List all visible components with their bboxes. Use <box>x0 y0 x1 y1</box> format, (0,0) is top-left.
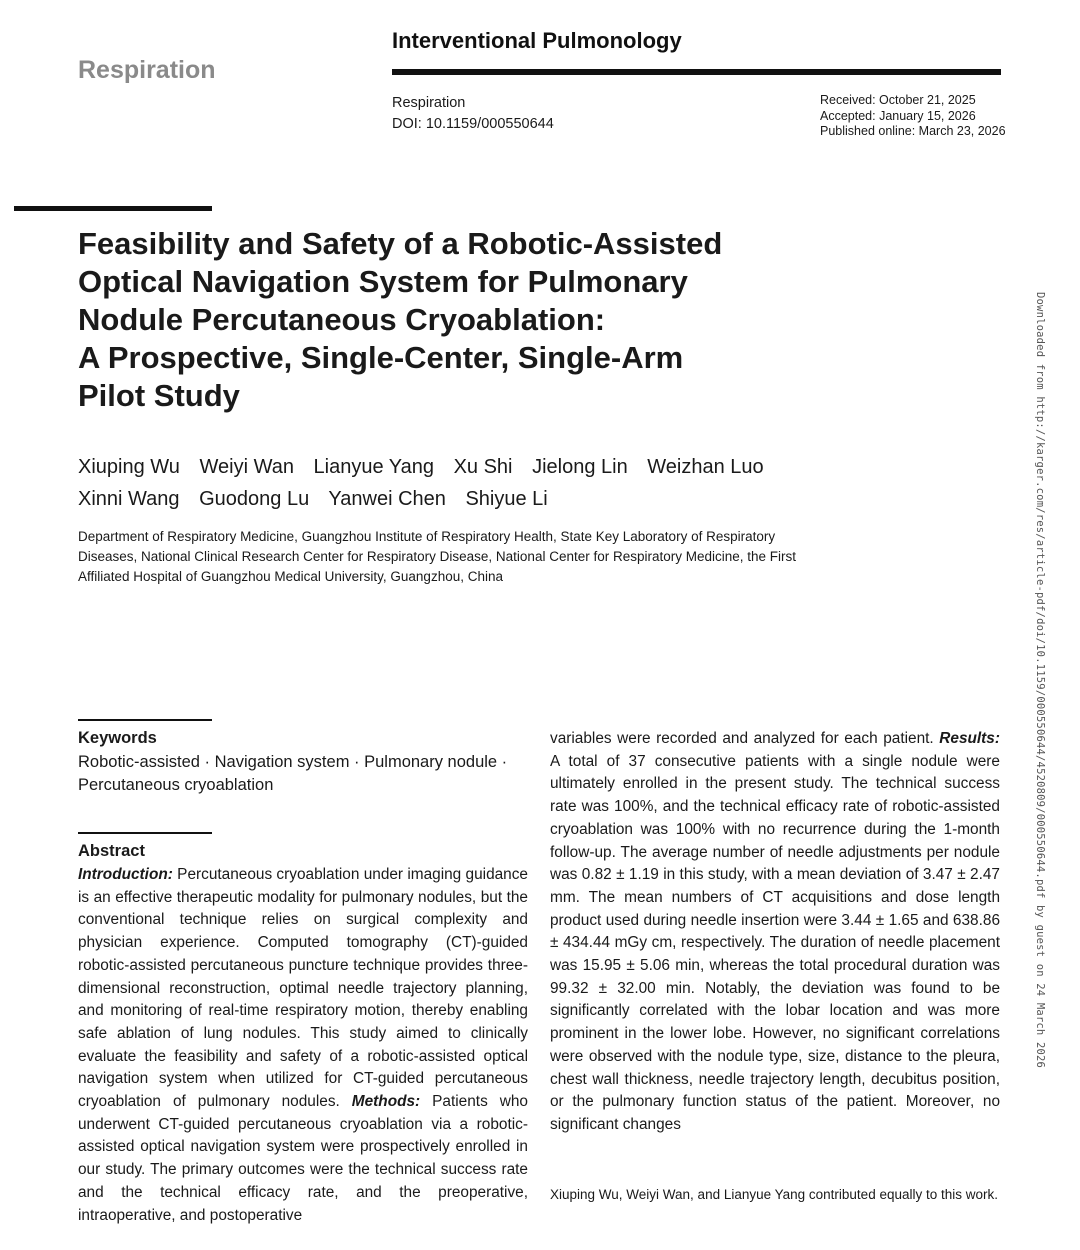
abstract-right-column <box>550 728 1000 1137</box>
author[interactable]: Weizhan Luo <box>647 456 764 478</box>
author[interactable]: Guodong Lu <box>199 488 310 510</box>
accepted-date: Accepted: January 15, 2026 <box>820 108 976 123</box>
author-line <box>78 483 838 515</box>
article-title <box>78 225 798 415</box>
author[interactable]: Jielong Lin <box>532 456 628 478</box>
abstract-rule <box>78 832 212 834</box>
publication-dates <box>820 93 1006 140</box>
section-heading: Interventional Pulmonology <box>392 28 682 53</box>
author[interactable]: Xinni Wang <box>78 488 180 510</box>
title-line: Nodule Percutaneous Cryoablation: <box>78 302 606 337</box>
results-text: A total of 37 consecutive patients with a single nodule were ultimately enrolled in the present study. The technical success rate was 100%, and the technical efficacy rate of robotic-assisted cryoablation was 100% with no recurrence during the 1-month follow-up. The average number of needle adjustments per nodule was 0.82 ± 1.19 in this study, with a mean deviation of 3.47 ± 2.47 mm. The mean numbers of CT acquisitions and dose length product used during needle insertion were 3.44 ± 1.65 and 638.86 ± 434.44 mGy cm, respectively. The duration of needle placement was 15.95 ± 5.06 min, whereas the total procedural duration was 99.32 ± 32.00 min. Notably, the deviation was found to be significantly correlated with the lobar location and was more prominent in the lower lobe. However, no significant correlations were observed with the nodule type, size, distance to the pleura, chest wall thickness, needle trajectory length, decubitus position, or the pulmonary function status of the patient. Moreover, no significant changes <box>550 752 1000 1133</box>
title-rule <box>14 206 212 211</box>
keywords-text: Robotic-assisted · Navigation system · Pulmonary nodule · Percutaneous cryoablation <box>78 753 508 794</box>
keywords-heading: Keywords <box>78 729 157 747</box>
abstract-left-column <box>78 864 528 1227</box>
affiliation: Department of Respiratory Medicine, Guangzhou Institute of Respiratory Health, State Key Laboratory of Respiratory Diseases, National Clinical Research Center for Respiratory Disease, National Center for Respiratory Medicine, the First Affiliated Hospital of Guangzhou Medical University, Guangzhou, China <box>78 529 797 584</box>
equal-contribution-footnote: Xiuping Wu, Weiyi Wan, and Lianyue Yang contributed equally to this work. <box>550 1187 999 1202</box>
doi[interactable]: DOI: 10.1159/000550644 <box>392 116 554 132</box>
title-line: Feasibility and Safety of a Robotic-Assisted <box>78 226 723 261</box>
author[interactable]: Weiyi Wan <box>199 456 294 478</box>
author[interactable]: Yanwei Chen <box>328 488 446 510</box>
author-line <box>78 451 838 483</box>
title-line: Pilot Study <box>78 378 240 413</box>
abstract-heading: Abstract <box>78 842 145 860</box>
author-list <box>78 451 838 515</box>
received-date: Received: October 21, 2025 <box>820 93 976 107</box>
journal-name: Respiration <box>392 95 466 111</box>
published-date: Published online: March 23, 2026 <box>820 124 1006 138</box>
author[interactable]: Xiuping Wu <box>78 456 180 478</box>
results-label: Results: <box>939 730 1000 747</box>
title-line: Optical Navigation System for Pulmonary <box>78 264 688 299</box>
keywords-rule <box>78 719 212 721</box>
author[interactable]: Xu Shi <box>453 456 513 478</box>
journal-info <box>392 93 554 135</box>
header-rule <box>392 69 1001 75</box>
journal-brand: Respiration <box>78 56 216 84</box>
author[interactable]: Lianyue Yang <box>313 456 434 478</box>
methods-label: Methods: <box>351 1093 421 1111</box>
author[interactable]: Shiyue Li <box>465 488 548 510</box>
title-line: A Prospective, Single-Center, Single-Arm <box>78 340 684 375</box>
introduction-label: Introduction: <box>78 866 173 883</box>
methods-text: Patients who underwent CT-guided percutaneous cryoablation via a robotic-assisted optical navigation system were prospectively enrolled in our study. The primary outcomes were the technical success rate and the technical efficacy rate, and the preoperative, intraoperative, and postoperative <box>78 1093 528 1224</box>
methods-continued-text: variables were recorded and analyzed for each patient. <box>550 730 940 747</box>
introduction-text: Percutaneous cryoablation under imaging guidance is an effective therapeutic modality for pulmonary nodules, but the conventional technique relies on surgical complexity and physician experience. Computed tomography (CT)-guided robotic-assisted percutaneous puncture technique provides three-dimensional reconstruction, optimal needle trajectory planning, and monitoring of real-time respiratory motion, thereby enabling safe ablation of lung nodules. This study aimed to clinically evaluate the feasibility and safety of a robotic-assisted optical navigation system when utilized for CT-guided percutaneous cryoablation of pulmonary nodules. <box>78 866 528 1111</box>
download-watermark: Downloaded from http://karger.com/res/article-pdf/doi/10.1159/000550644/4520809/000550644.pdf by guest on 24 March 2026 <box>1034 292 1046 1069</box>
